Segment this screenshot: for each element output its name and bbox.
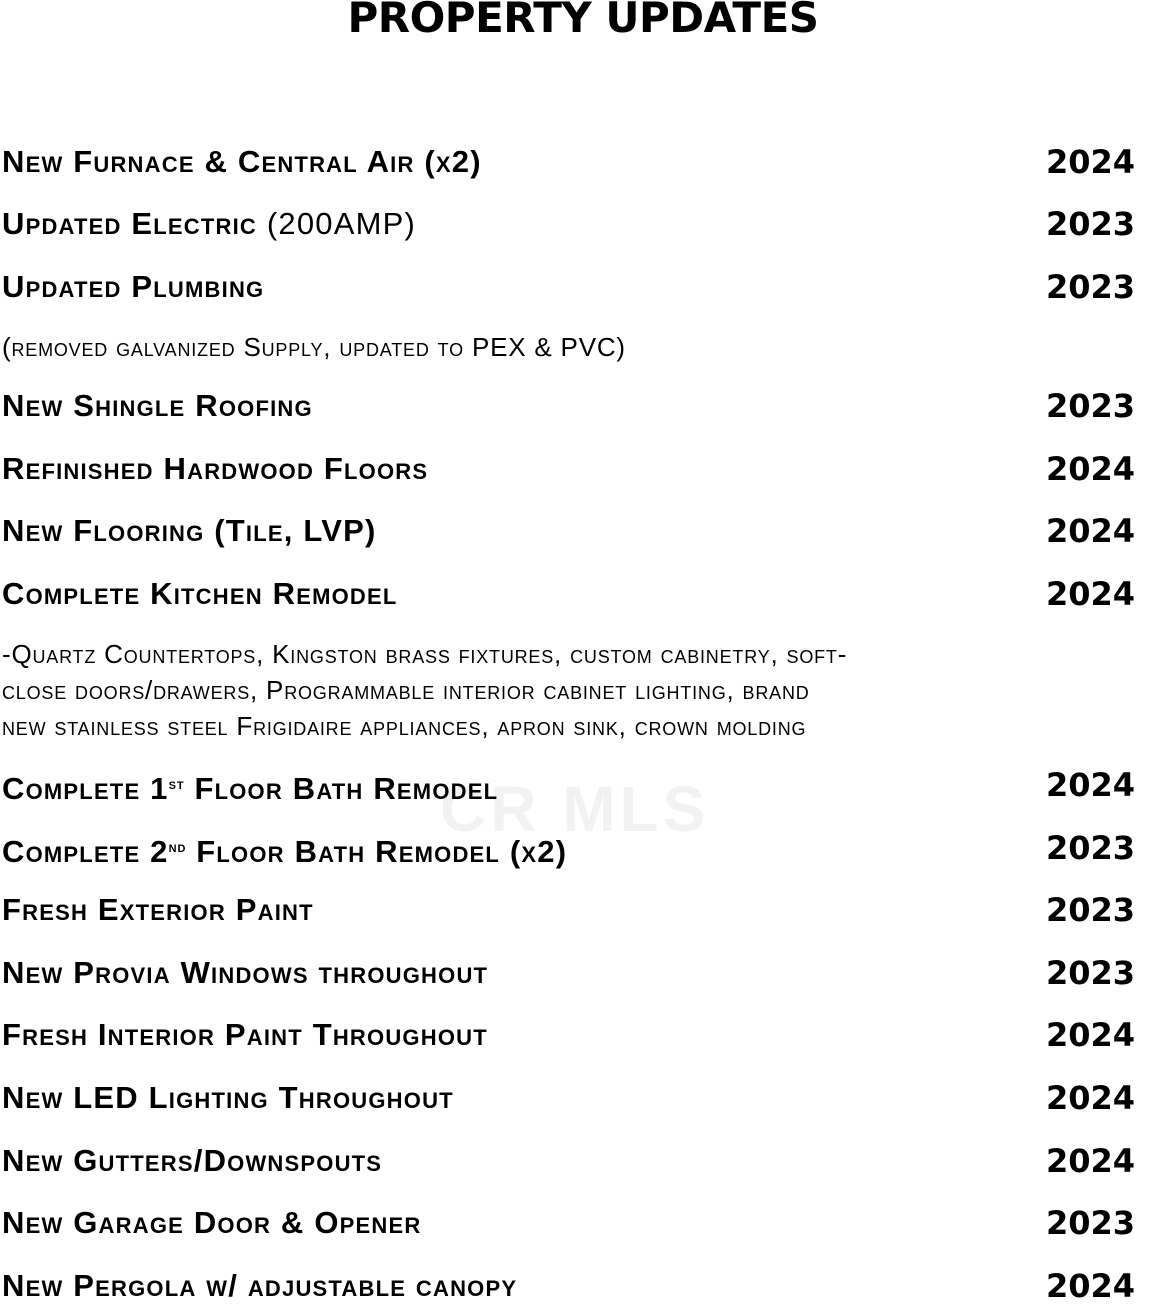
update-label: Complete Kitchen Remodel bbox=[2, 576, 398, 611]
update-year: 2024 bbox=[1046, 1016, 1136, 1054]
update-label: New Garage Door & Opener bbox=[2, 1205, 422, 1240]
update-label: New Furnace & Central Air (x2) bbox=[2, 144, 482, 179]
update-label bbox=[2, 826, 567, 874]
update-year: 2023 bbox=[1046, 205, 1136, 243]
update-row-plumbing bbox=[0, 265, 1166, 309]
update-label-extra: (200AMP) bbox=[266, 206, 417, 241]
update-row-first-floor-bath bbox=[0, 763, 1166, 807]
update-year: 2024 bbox=[1046, 1079, 1136, 1117]
update-year: 2024 bbox=[1046, 450, 1136, 488]
update-label bbox=[2, 202, 416, 246]
update-row-flooring bbox=[0, 509, 1166, 553]
update-year: 2024 bbox=[1046, 766, 1136, 804]
update-row-gutters bbox=[0, 1139, 1166, 1183]
update-row-led-lighting bbox=[0, 1076, 1166, 1120]
update-year: 2023 bbox=[1046, 954, 1136, 992]
update-year: 2024 bbox=[1046, 512, 1136, 550]
update-year: 2024 bbox=[1046, 1267, 1136, 1305]
watermark: CR MLS bbox=[440, 773, 710, 845]
update-label: New Gutters/Downspouts bbox=[2, 1143, 383, 1178]
update-label: Fresh Interior Paint Throughout bbox=[2, 1017, 488, 1052]
ordinal-suffix: nd bbox=[168, 839, 187, 856]
update-row-pergola bbox=[0, 1264, 1166, 1308]
update-row-windows bbox=[0, 951, 1166, 995]
update-label: New Provia Windows throughout bbox=[2, 955, 489, 990]
update-year: 2023 bbox=[1046, 268, 1136, 306]
update-label: Refinished Hardwood Floors bbox=[2, 451, 429, 486]
kitchen-note-line: close doors/drawers, Programmable interior cabinet lighting, brand bbox=[2, 675, 810, 705]
update-year: 2023 bbox=[1046, 1204, 1136, 1242]
update-label: New Flooring (Tile, LVP) bbox=[2, 513, 377, 548]
update-label: New Pergola w/ adjustable canopy bbox=[2, 1268, 518, 1303]
page-title: PROPERTY UPDATES bbox=[347, 0, 819, 42]
update-row-furnace bbox=[0, 140, 1166, 184]
update-label: New Shingle Roofing bbox=[2, 388, 313, 423]
update-label-main: Updated Electric bbox=[2, 206, 258, 241]
update-year: 2023 bbox=[1046, 829, 1136, 867]
update-row-second-floor-bath bbox=[0, 826, 1166, 870]
update-row-garage-door bbox=[0, 1201, 1166, 1245]
kitchen-note-line: -Quartz Countertops, Kingston brass fixtures, custom cabinetry, soft- bbox=[2, 639, 848, 669]
update-label: New LED Lighting Throughout bbox=[2, 1080, 454, 1115]
update-label-post: Floor Bath Remodel bbox=[184, 771, 499, 806]
update-row-electric bbox=[0, 202, 1166, 246]
update-label-post: Floor Bath Remodel (x2) bbox=[186, 834, 568, 869]
update-year: 2024 bbox=[1046, 575, 1136, 613]
update-year: 2023 bbox=[1046, 387, 1136, 425]
update-label-pre: Complete 2 bbox=[2, 834, 169, 869]
update-year: 2024 bbox=[1046, 1142, 1136, 1180]
update-row-roofing bbox=[0, 384, 1166, 428]
plumbing-note: (removed galvanized Supply, updated to PEX & PVC) bbox=[2, 332, 626, 362]
update-row-kitchen bbox=[0, 572, 1166, 616]
update-label: Fresh Exterior Paint bbox=[2, 892, 314, 927]
kitchen-note-line: new stainless steel Frigidaire appliances, apron sink, crown molding bbox=[2, 711, 807, 741]
update-label bbox=[2, 763, 498, 811]
update-row-interior-paint bbox=[0, 1013, 1166, 1057]
update-year: 2023 bbox=[1046, 891, 1136, 929]
update-label: Updated Plumbing bbox=[2, 269, 265, 304]
update-label-pre: Complete 1 bbox=[2, 771, 169, 806]
update-year: 2024 bbox=[1046, 143, 1136, 181]
update-row-exterior-paint bbox=[0, 888, 1166, 932]
ordinal-suffix: st bbox=[168, 776, 185, 793]
update-row-hardwood bbox=[0, 447, 1166, 491]
